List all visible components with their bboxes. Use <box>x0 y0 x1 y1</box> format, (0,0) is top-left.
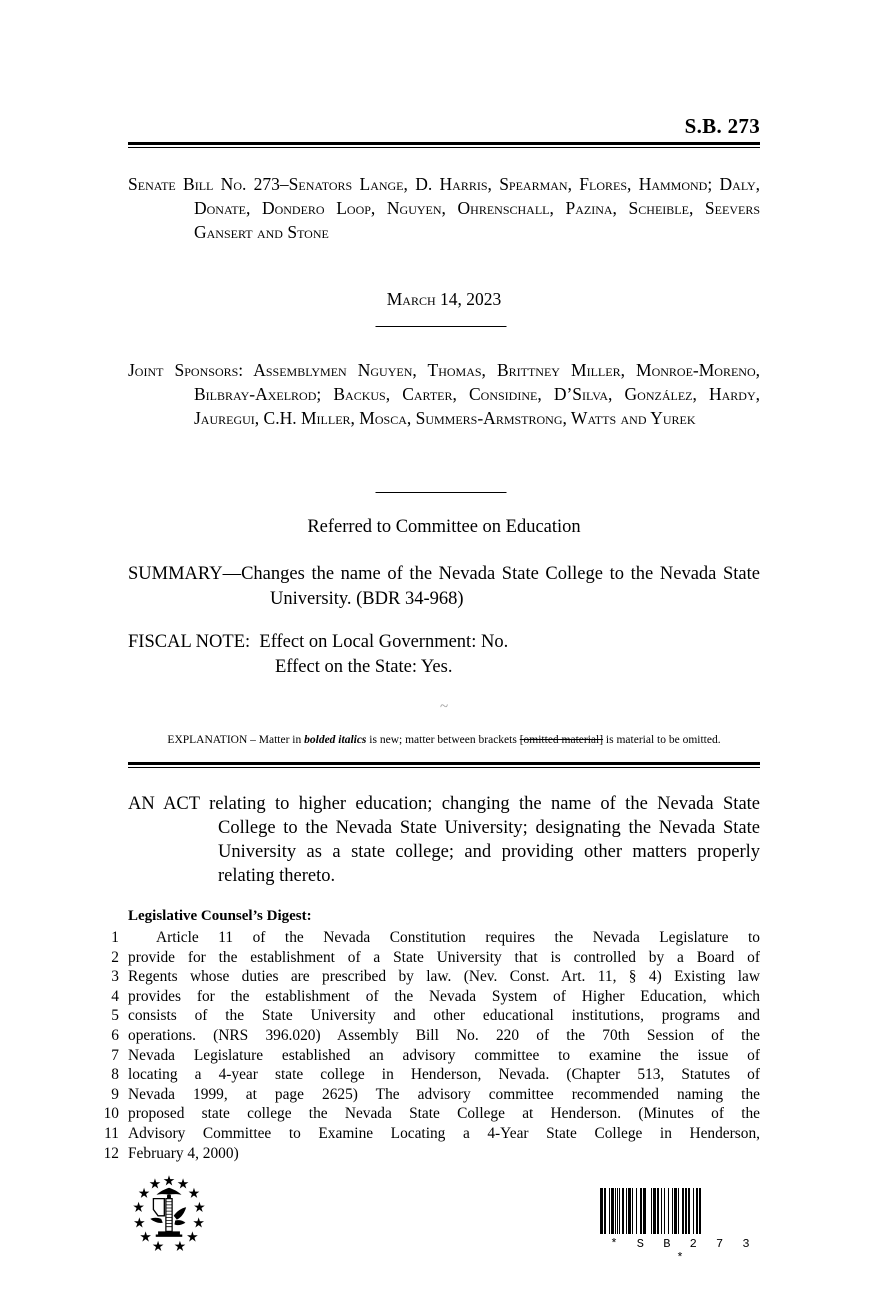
bill-number: S.B. 273 <box>684 114 760 138</box>
line-text: Advisory Committee to Examine Locating a 4-Year State College in Henderson, <box>128 1124 760 1142</box>
digest-line <box>85 1046 760 1066</box>
line-text: February 4, 2000) <box>128 1144 239 1162</box>
line-number: 12 <box>103 1144 119 1162</box>
line-number: 7 <box>111 1046 119 1064</box>
line-number: 11 <box>104 1124 119 1142</box>
digest-line <box>85 1085 760 1105</box>
line-text: consists of the State University and other educational institutions, programs and <box>128 1007 760 1025</box>
act-text: relating to higher education; changing the name of the Nevada State College to the Nevada State University; designating the Nevada State University as a state college; and providing other matters properly relating thereto. <box>209 794 761 886</box>
summary-body <box>128 562 760 612</box>
line-text: Regents whose duties are prescribed by law. (Nev. Const. Art. 11, § 4) Existing law <box>128 968 760 986</box>
digest-body <box>85 928 760 1163</box>
rule-thin <box>128 147 760 148</box>
line-text: Nevada Legislature established an advisory committee to examine the issue of <box>128 1046 760 1064</box>
explanation-note <box>128 733 760 748</box>
digest-heading: Legislative Counsel’s Digest: <box>128 908 312 924</box>
fiscal-note-label: FISCAL NOTE: <box>128 632 251 652</box>
line-number: 10 <box>103 1105 119 1123</box>
act-statement <box>128 792 760 888</box>
barcode <box>600 1188 760 1265</box>
line-text: Article 11 of the Nevada Constitution requires the Nevada Legislature to <box>156 929 760 946</box>
line-number: 8 <box>111 1066 119 1084</box>
line-number: 9 <box>111 1085 119 1103</box>
explanation-prefix: EXPLANATION – Matter in <box>167 734 305 746</box>
summary-label: SUMMARY— <box>128 564 242 584</box>
barcode-bars <box>600 1188 760 1234</box>
digest-line <box>85 1124 760 1144</box>
line-text: provide for the establishment of a State University that is controlled by a Board of <box>128 948 760 966</box>
line-text: operations. (NRS 396.020) Assembly Bill No. 220 of the 70th Session of the <box>128 1026 760 1044</box>
joint-sponsors-text: Joint Sponsors: Assemblymen Nguyen, Thomas, Brittney Miller, Monroe-Moreno, Bilbray-Axelrod; Backus, Carter, Considine, D’Silva, González, Hardy, Jauregui, C.H. Miller, Mosca, Summers-Armstrong, Watts and Yurek <box>128 360 760 428</box>
digest-line <box>85 1065 760 1085</box>
digest-line <box>85 928 760 948</box>
nevada-state-seal-icon <box>130 1172 208 1258</box>
line-text: locating a 4-year state college in Henderson, Nevada. (Chapter 513, Statutes of <box>128 1066 760 1084</box>
fiscal-note-state: Effect on the State: Yes. <box>275 657 453 677</box>
separator-rule-2 <box>376 492 507 493</box>
fiscal-note-local: Effect on Local Government: No. <box>259 632 509 652</box>
committee-referral: Referred to Committee on Education <box>307 517 581 537</box>
digest-line <box>85 1006 760 1026</box>
digest-line <box>85 1026 760 1046</box>
line-text: proposed state college the Nevada State College at Henderson. (Minutes of the <box>128 1105 760 1123</box>
line-number: 3 <box>111 968 119 986</box>
act-statement-body <box>128 792 760 888</box>
digest-line <box>85 1144 760 1164</box>
explanation-omitted-matter: [omitted material] <box>519 734 604 746</box>
line-number: 1 <box>111 929 119 946</box>
senate-bill-sponsors <box>128 172 760 244</box>
line-text: provides for the establishment of the Nevada System of Higher Education, which <box>128 987 760 1005</box>
explanation-suffix: is material to be omitted. <box>603 734 721 746</box>
explanation-new-matter: bolded italics <box>304 734 367 746</box>
separator-rule-1 <box>376 326 507 327</box>
fiscal-note-section <box>128 630 760 680</box>
act-label: AN ACT <box>128 794 200 814</box>
rule-thin <box>128 767 760 768</box>
summary-section <box>128 562 760 612</box>
line-number: 2 <box>111 948 119 966</box>
digest-line <box>85 987 760 1007</box>
line-text: Nevada 1999, at page 2625) The advisory committee recommended naming the <box>128 1085 760 1103</box>
tilde-separator: ~ <box>439 699 449 715</box>
digest-line <box>85 948 760 968</box>
summary-text: Changes the name of the Nevada State College to the Nevada State University. (BDR 34-968) <box>241 564 760 609</box>
joint-sponsors <box>128 358 760 430</box>
header-rule <box>128 142 760 148</box>
bill-date: March 14, 2023 <box>386 289 502 309</box>
explanation-middle: is new; matter between brackets <box>366 734 520 746</box>
digest-line <box>85 967 760 987</box>
line-number: 4 <box>111 987 119 1005</box>
barcode-text: * S B 2 7 3 * <box>610 1237 756 1265</box>
digest-line <box>85 1104 760 1124</box>
body-divider-rule <box>128 762 760 768</box>
line-number: 5 <box>111 1007 119 1025</box>
line-number: 6 <box>111 1026 119 1044</box>
senate-bill-sponsors-text: Senate Bill No. 273–Senators Lange, D. Harris, Spearman, Flores, Hammond; Daly, Donate, Dondero Loop, Nguyen, Ohrenschall, Pazina, Scheible, Seevers Gansert and Stone <box>128 174 760 242</box>
